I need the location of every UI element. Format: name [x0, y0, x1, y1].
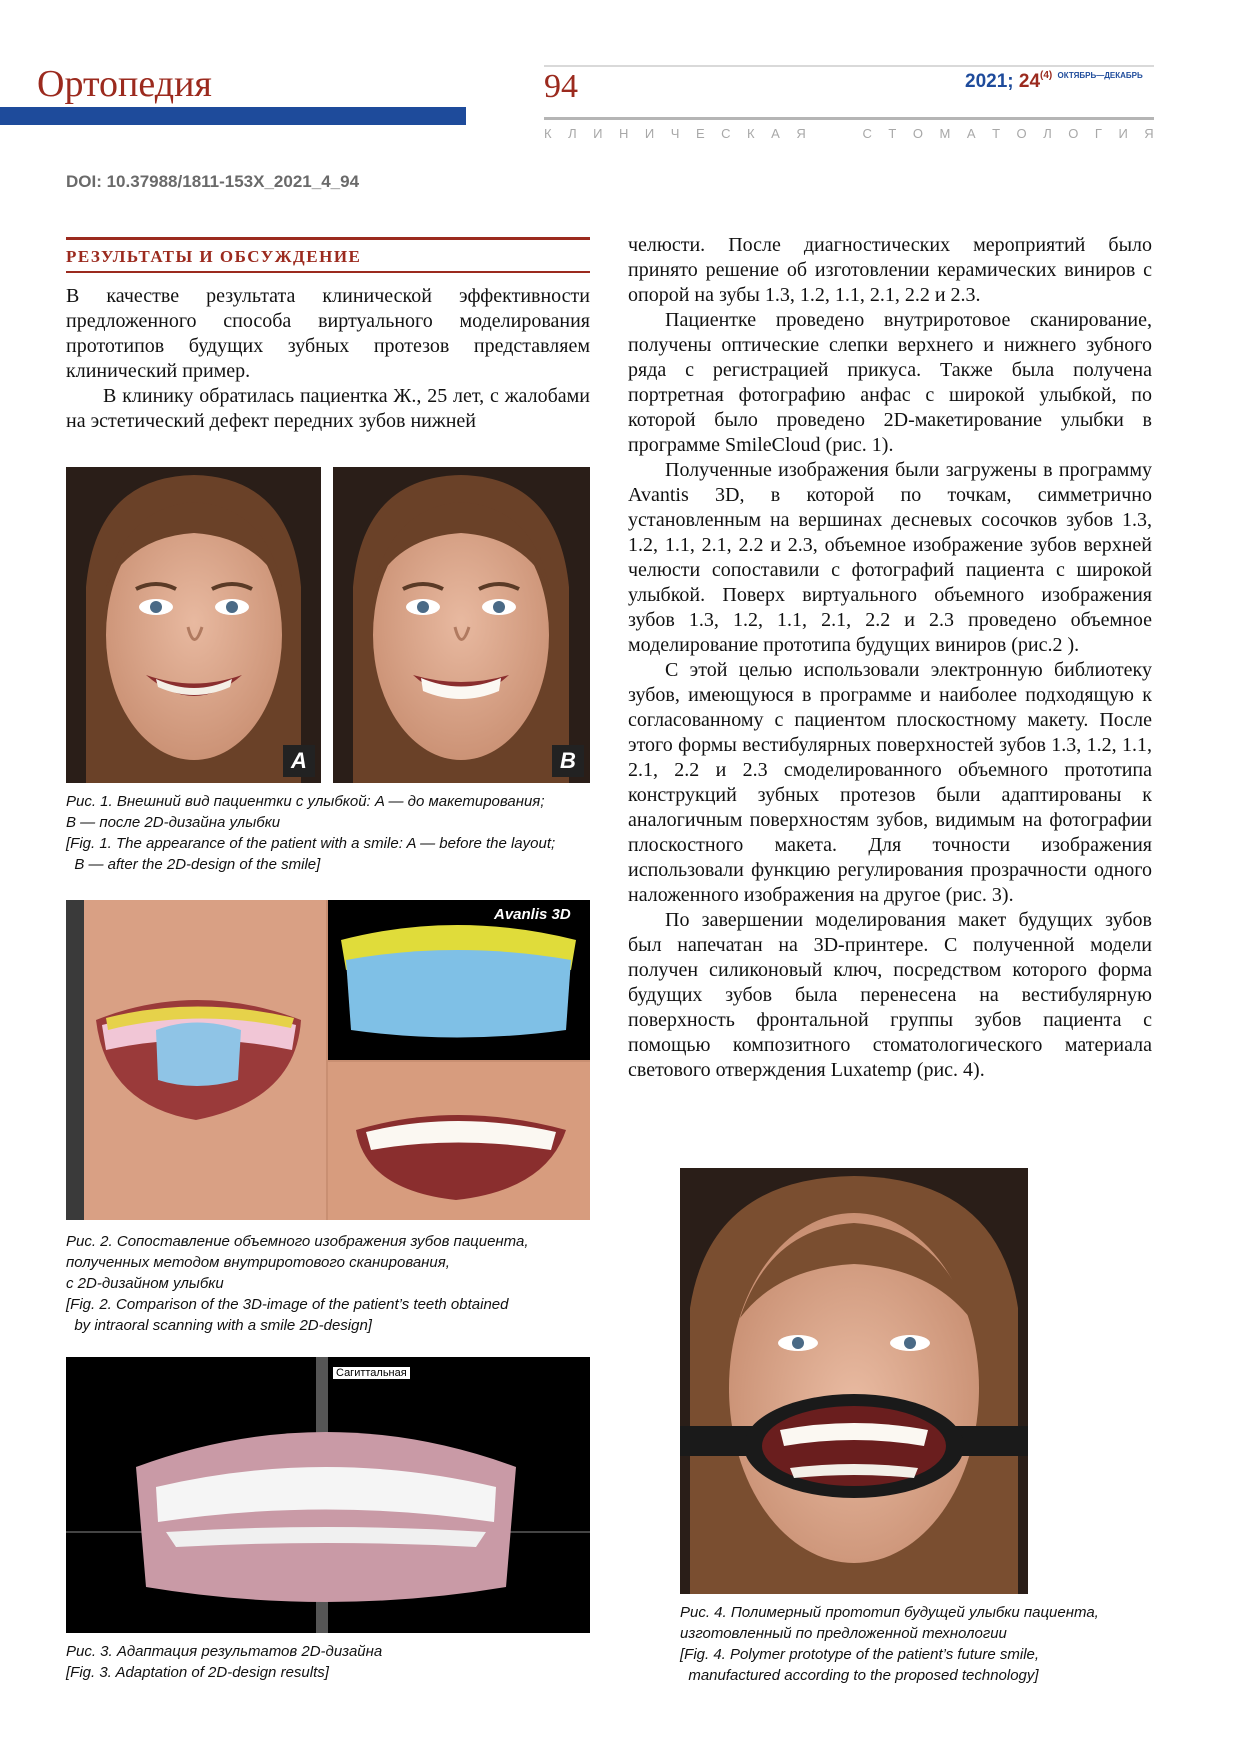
face-illustration [333, 467, 590, 783]
journal-name-letter: С [721, 126, 731, 141]
journal-name-letter: А [966, 126, 976, 141]
issue-year: 2021; [965, 71, 1019, 92]
section-bar [0, 107, 466, 125]
journal-name-letter: С [862, 126, 872, 141]
sagittal-plane-label: Сагиттальная [333, 1367, 410, 1379]
journal-name-letter: Г [1094, 126, 1102, 141]
journal-name-letter: Н [619, 126, 629, 141]
journal-name-letter: Л [568, 126, 577, 141]
figure1-label-a: A [283, 745, 315, 777]
figure3-scan [66, 1357, 590, 1633]
caption-line: [Fig. 3. Adaptation of 2D-design results] [66, 1664, 329, 1681]
section-heading-block [66, 237, 590, 273]
paragraph: Пациентке проведено внутриротовое сканирование, получены оптические слепки верхнего и нижнего зубного ряда с регистрацией прикуса. Также была получена портретная фотографию анфас с широкой улыбкой, по которой было проведено 2D-макетирование улыбки в программе SmileCloud (рис. 1). [628, 309, 1152, 456]
journal-name-letter: О [1016, 126, 1027, 141]
header-rule-thick [544, 117, 1154, 120]
figure1-photo-a [66, 467, 321, 783]
face-illustration [66, 467, 321, 783]
journal-name [544, 126, 1154, 141]
issue-info [965, 70, 1143, 93]
figure4-caption [680, 1602, 1099, 1686]
issue-number: (4) [1040, 70, 1053, 81]
paragraph: челюсти. После диагностических мероприятий было принято решение об изготовлении керамических виниров с опорой на зубы 1.3, 1.2, 1.1, 2.1, 2.2 и 2.3. [628, 234, 1152, 306]
caption-line: изготовленный по предложенной технологии [680, 1625, 1007, 1642]
figure2-caption [66, 1231, 529, 1336]
journal-name-letter: Л [1043, 126, 1052, 141]
caption-line: manufactured according to the proposed technology] [680, 1667, 1039, 1684]
journal-name-letter: Т [888, 126, 897, 141]
page-number: 94 [544, 68, 578, 105]
heading-rule-bottom [66, 271, 590, 273]
figure1-label-b: B [552, 745, 584, 777]
paragraph: В клинику обратилась пациентка Ж., 25 лет, с жалобами на эстетический дефект передних зубов нижней [66, 385, 590, 432]
journal-name-letter: О [912, 126, 924, 141]
header-rule [544, 65, 1154, 67]
caption-line: [Fig. 1. The appearance of the patient with a smile: A — before the layout; [66, 835, 556, 852]
right-column-text [628, 233, 1152, 1083]
journal-name-letter: К [544, 126, 552, 141]
journal-name-letter: Е [695, 126, 705, 141]
caption-line: by intraoral scanning with a smile 2D-design] [66, 1317, 372, 1334]
caption-line: [Fig. 4. Polymer prototype of the patient’s future smile, [680, 1646, 1040, 1663]
figure1-photo-b [333, 467, 590, 783]
figure4-photo [680, 1168, 1028, 1594]
journal-name-letter: А [771, 126, 780, 141]
section-heading: РЕЗУЛЬТАТЫ И ОБСУЖДЕНИЕ [66, 247, 362, 266]
journal-name-gap [842, 126, 846, 141]
caption-line: Рис. 1. Внешний вид пациентки с улыбкой: A — до макетирования; [66, 793, 545, 810]
journal-name-letter: Т [992, 126, 1001, 141]
issue-months: ОКТЯБРЬ—ДЕКАБРЬ [1057, 71, 1143, 80]
caption-line: Рис. 4. Полимерный прототип будущей улыбки пациента, [680, 1604, 1099, 1621]
figure3-caption [66, 1641, 382, 1683]
section-title: Ортопедия [37, 63, 212, 105]
caption-line: Рис. 3. Адаптация результатов 2D-дизайна [66, 1643, 383, 1660]
journal-name-letter: И [1118, 126, 1128, 141]
journal-name-letter: И [644, 126, 655, 141]
journal-name-letter: Я [796, 126, 806, 141]
figure2-composite [66, 900, 590, 1220]
retractor-smile-illustration [680, 1168, 1028, 1594]
journal-name-letter: Ч [670, 126, 680, 141]
journal-name-letter: К [747, 126, 755, 141]
paragraph: С этой целью использовали электронную библиотеку зубов, имеющуюся в программе и наиболее подходящую к согласованному с пациентом плоскостному макету. После этого формы вестибулярных поверхностей зубов 1.3, 1.2, 1.1, 2.1, 2.2 и 2.3 смоделированного объемного прототипа конструкций зубных протезов были адаптированы к аналогичным поверхностям зубов, видимым на фотографии плоскостного макета. Для точности изображения использовали функцию регулирования прозрачности одного наложенного изображения на другое (рис. 3). [628, 659, 1152, 906]
journal-name-gap [822, 126, 826, 141]
caption-line: B — после 2D-дизайна улыбки [66, 814, 281, 831]
caption-line: [Fig. 2. Comparison of the 3D-image of the patient’s teeth obtained [66, 1296, 509, 1313]
caption-line: полученных методом внутриротового сканирования, [66, 1254, 450, 1271]
left-column-text [66, 284, 590, 434]
caption-line: B — after the 2D-design of the smile] [66, 856, 321, 873]
journal-name-letter: И [593, 126, 603, 141]
journal-name-letter: О [1068, 126, 1079, 141]
scan-overlay-illustration [66, 900, 590, 1220]
avantis-logo: Avanlis 3D [494, 906, 571, 923]
journal-name-letter: М [939, 126, 951, 141]
caption-line: Рис. 2. Сопоставление объемного изображения зубов пациента, [66, 1233, 529, 1250]
issue-volume: 24 [1018, 71, 1041, 92]
figure1-caption [66, 791, 555, 875]
paragraph: В качестве результата клинической эффективности предложенного способа виртуального моделирования прототипов будущих зубных протезов представляем клинический пример. [66, 285, 590, 382]
doi: DOI: 10.37988/1811-153X_2021_4_94 [66, 172, 360, 191]
paragraph: Полученные изображения были загружены в программу Avantis 3D, в которой по точкам, симметрично установленным на вершинах десневых сосочков зубов 1.3, 1.2, 1.1, 2.1, 2.2 и 2.3, объемное изображение зубов верхней челюсти сопоставили с фотографий пациента с широкой улыбкой. Поверх виртуального объемного изображения зубов 1.3, 1.2, 1.1, 2.1, 2.2 и 2.3 проведено объемное моделирование прототипа будущих виниров (рис.2 ). [628, 459, 1152, 656]
journal-name-letter: Я [1144, 126, 1154, 141]
paragraph: По завершении моделирования макет будущих зубов был напечатан на 3D-принтере. С полученной модели получен силиконовый ключ, посредством которого форма будущих зубов была перенесена на вестибулярную поверхность фронтальной группы зубов пациента с помощью композитного стоматологического материала светового отверждения Luxatemp (рис. 4). [628, 909, 1152, 1081]
caption-line: с 2D-дизайном улыбки [66, 1275, 224, 1292]
dental-model-illustration [66, 1357, 590, 1633]
